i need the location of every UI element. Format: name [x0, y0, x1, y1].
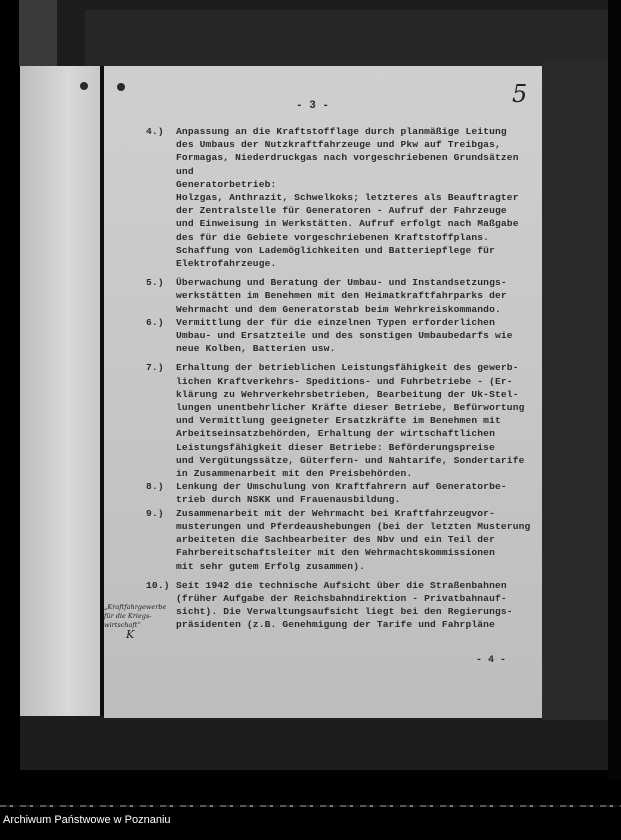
item-number: 5.) [146, 277, 164, 289]
typed-text-body [146, 125, 538, 632]
text-line: musterungen und Pferdeaushebungen (bei der letzten Musterung [176, 520, 531, 532]
text-line: werkstätten im Benehmen mit den Heimatkraftfahrparks der [176, 290, 507, 302]
text-line: Wehrmacht und dem Generatorstab beim Wehrkreiskommando. [176, 303, 501, 315]
text-line: lichen Kraftverkehrs- Speditions- und Fuhrbetriebe - (Er- [176, 375, 513, 387]
text-line-annotated: trieb durch NSKK und Frauenausbildung. [176, 494, 401, 506]
list-item-5 [146, 276, 538, 316]
page-number: - 3 - [296, 100, 330, 112]
text-line: sicht). Die Verwaltungsaufsicht liegt bei den Regierungs- [176, 606, 513, 618]
text-line: Seit 1942 die technische Aufsicht über die Straßenbahnen [176, 579, 507, 591]
scan-background-top [85, 10, 610, 68]
text-line: Generatorbetrieb: [176, 178, 277, 190]
text-line: in Zusammenarbeit mit den Preisbehörden. [176, 468, 413, 480]
list-item-6 [146, 316, 538, 356]
list-item-10 [146, 579, 538, 632]
list-item-7 [146, 361, 538, 480]
text-line: Elektrofahrzeuge. [176, 258, 277, 270]
scan-right-margin [542, 60, 608, 720]
list-item-8 [146, 480, 538, 506]
note-line: „Kraftfahrgewerbe [104, 603, 167, 611]
text-line: mit sehr gutem Erfolg zusammen). [176, 560, 366, 572]
item-number: 9.) [146, 507, 164, 519]
archive-credit: Archiwum Państwowe w Poznaniu [3, 814, 171, 826]
item-number: 4.) [146, 126, 164, 137]
punch-hole-left [80, 82, 88, 90]
text-line: und [176, 165, 194, 177]
list-item-4 [146, 125, 538, 270]
handwritten-initial: K [126, 628, 135, 641]
text-line: Lenkung der Umschulung von Kraftfahrern auf Generatorbe- [176, 481, 507, 493]
text-line: Formagas, Niederdruckgas nach vorgeschriebenen Grundsätzen [176, 152, 519, 164]
text-line: Umbau- und Ersatzteile und des sonstigen Umbaubedarfs wie [176, 330, 513, 342]
text-line: Leistungsfähigkeit dieser Betriebe: Beförderungspreise [176, 441, 495, 453]
text-line: des Umbaus der Nutzkraftfahrzeuge und Pkw auf Treibgas, [176, 139, 501, 151]
list-item-9 [146, 507, 538, 573]
text-line: präsidenten (z.B. Genehmigung der Tarife und Fahrpläne [176, 619, 495, 631]
item-number: 6.) [146, 316, 164, 328]
text-line: klärung zu Wehrverkehrsbetrieben, Bearbeitung der Uk-Stel- [176, 388, 519, 400]
handwritten-margin-note [104, 603, 167, 641]
text-line: Fahrbereitschaftsleiter mit den Wehrmachtskommissionen [176, 547, 495, 559]
text-line: (früher Aufgabe der Reichsbahndirektion - Privatbahnauf- [176, 592, 507, 604]
text-line: der Zentralstelle für Generatoren - Aufruf der Fahrzeuge [176, 205, 507, 217]
next-page-marker: - 4 - [476, 655, 507, 666]
text-line: des für die Gebiete vorgeschriebenen Kraftstoffplans. [176, 231, 490, 243]
text-line: arbeiteten die Sachbearbeiter des Nbv und ein Teil der [176, 534, 495, 546]
item-number: 7.) [146, 362, 164, 374]
film-scratch-line [0, 805, 621, 807]
text-line: und Einweisung in Werkstätten. Aufruf erfolgt nach Maßgabe [176, 218, 519, 230]
text-line: Arbeitseinsatzbehörden, Erhaltung der wirtschaftlichen [176, 428, 495, 440]
text-line: Erhaltung der betrieblichen Leistungsfähigkeit des gewerb- [176, 362, 519, 374]
text-line: und Vermittlung geeigneter Ersatzkräfte im Benehmen mit [176, 415, 501, 427]
left-page-fragment [20, 66, 100, 716]
text-line: Überwachung und Beratung der Umbau- und Instandsetzungs- [176, 277, 507, 289]
note-line: wirtschaft“ [104, 621, 141, 629]
text-line: und Vergütungssätze, Güterfern- und Nahtarife, Sondertarife [176, 454, 525, 466]
text-line: Vermittlung der für die einzelnen Typen erforderlichen [176, 316, 495, 328]
folio-number: 5 [512, 80, 528, 108]
text-line: neue Kolben, Batterien usw. [176, 343, 336, 355]
punch-hole-right [117, 83, 125, 91]
text-line: lungen unentbehrlicher Kräfte dieser Betriebe, Befürwortung [176, 402, 525, 414]
item-number: 10.) [146, 579, 170, 591]
binding-strip [19, 0, 57, 66]
text-line: Holzgas, Anthrazit, Schwelkoks; letzteres als Beauftragter [176, 192, 519, 204]
scan-right-edge [608, 0, 621, 780]
text-line: Zusammenarbeit mit der Wehrmacht bei Kraftfahrzeugvor- [176, 507, 495, 519]
text-line: Schaffung von Lademöglichkeiten und Batteriepflege für [176, 244, 495, 256]
item-number: 8.) [146, 481, 164, 493]
text-line: Anpassung an die Kraftstofflage durch planmäßige Leitung [176, 126, 507, 137]
note-line: für die Kriegs- [104, 612, 152, 620]
